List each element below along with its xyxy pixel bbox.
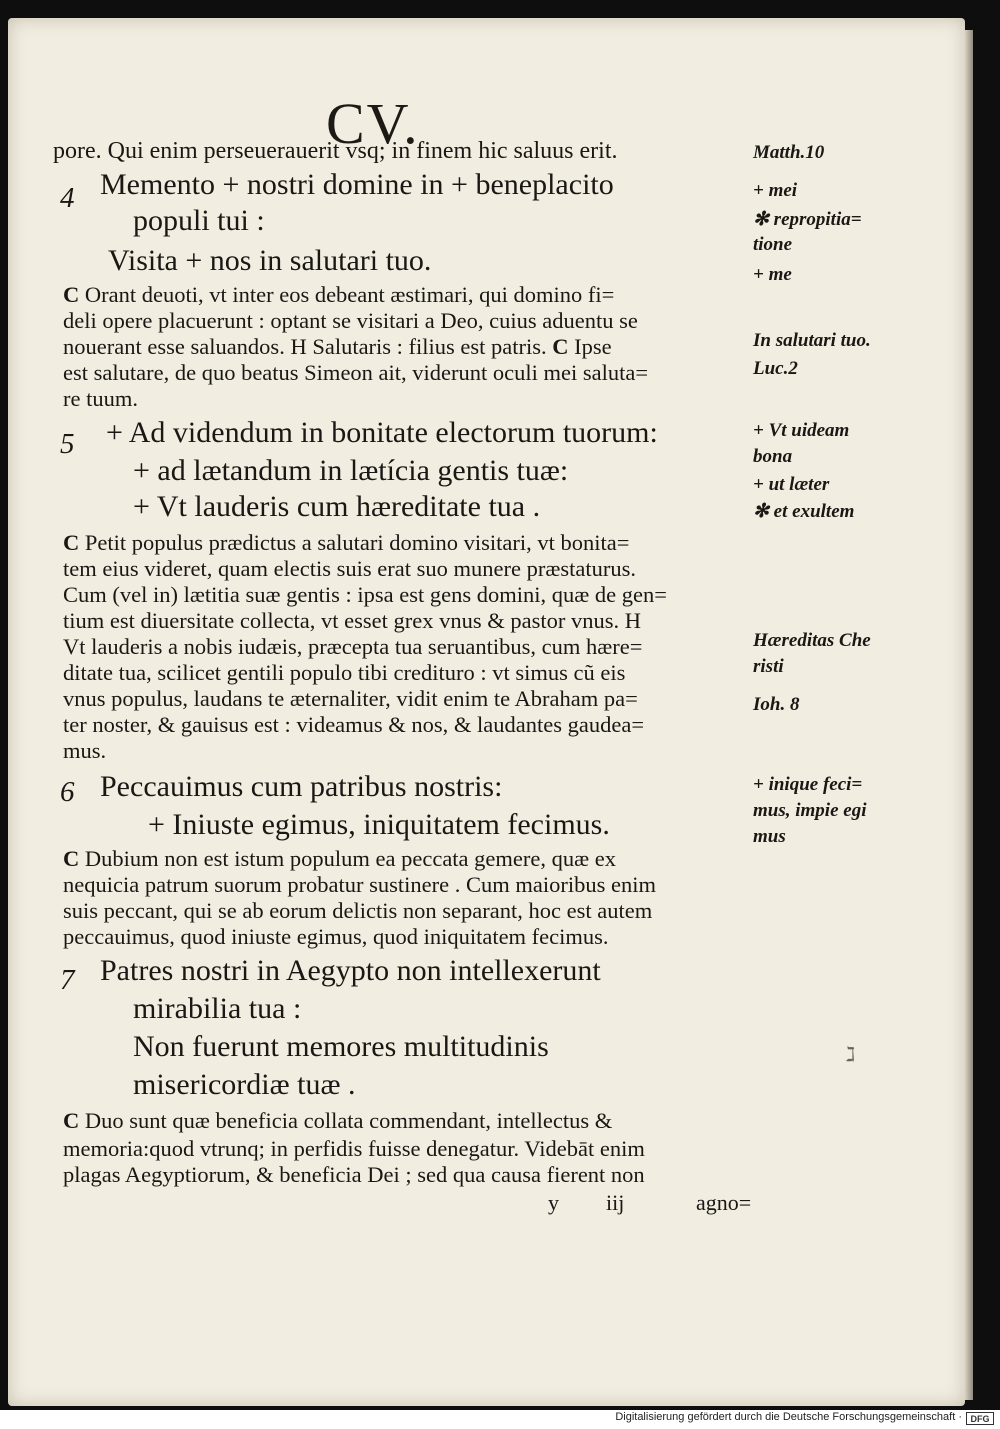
margin-note: risti [753,656,784,677]
commentary-line: suis peccant, qui se ab eorum delictis non separant, hoc est autem [63,898,653,923]
commentary-line: ditate tua, scilicet gentili populo tibi credituro : vt simus cũ eis [63,660,626,685]
commentary-line: C Orant deuoti, vt inter eos debeant æstimari, qui domino fi= [63,282,615,307]
commentary-line: nouerant esse saluandos. H Salutaris : filius est patris. C Ipse [63,334,612,359]
commentary-line: ter noster, & gauisus est : videamus & nos, & laudantes gaudea= [63,712,645,737]
page-edge [965,30,973,1400]
commentary-line: mus. [63,738,107,763]
margin-note: + me [753,264,792,285]
verse-line: Peccauimus cum patribus nostris: [100,770,503,803]
verse-number: 5 [60,428,75,460]
commentary-line: vnus populus, laudans te æternaliter, vidit enim te Abraham pa= [63,686,638,711]
verse-line: + ad lætandum in lætícia gentis tuæ: [133,454,569,487]
margin-note: + inique feci= [753,774,863,795]
verse-line: Patres nostri in Aegypto non intellexerunt [100,954,601,987]
margin-note: bona [753,446,793,467]
commentary-mark: C [552,334,569,359]
text-line: pore. Qui enim perseuerauerit vsq; in finem hic saluus erit. [53,138,618,164]
catchword: agno= [696,1190,752,1215]
verse-number: 4 [60,182,75,214]
commentary-mark: C [63,1108,80,1133]
verse-line: mirabilia tua : [133,992,302,1025]
commentary-line: est salutare, de quo beatus Simeon ait, viderunt oculi mei saluta= [63,360,649,385]
commentary-line: C Duo sunt quæ beneficia collata commendant, intellectus & [63,1108,613,1133]
verse-line: + Vt lauderis cum hæreditate tua . [133,490,541,523]
book-page [8,18,965,1406]
margin-note: tione [753,234,793,255]
verse-line: + Iniuste egimus, iniquitatem fecimus. [148,808,610,841]
verse-line: + Ad videndum in bonitate electorum tuorum: [106,416,658,449]
signature-mark: y [548,1190,559,1215]
margin-note: Luc.2 [753,358,798,379]
margin-note: ✻ repropitia= [753,209,862,230]
margin-note: Matth.10 [753,142,825,163]
commentary-mark: C [63,282,80,307]
dfg-logo: DFG [966,1412,994,1425]
commentary-line: tium est diuersitate collecta, vt esset grex vnus & pastor vnus. H [63,608,642,633]
verse-line: Memento + nostri domine in + beneplacito [100,168,614,201]
verse-line: Visita + nos in salutari tuo. [108,244,432,277]
margin-note: mus [753,826,786,847]
verse-line: Non fuerunt memores multitudinis [133,1030,549,1063]
margin-note: + ut læter [753,474,830,495]
verse-line: populi tui : [133,204,265,237]
margin-note: Hæreditas Che [753,630,871,651]
folio-number: CV. [326,91,420,156]
margin-note: Ioh. 8 [753,694,800,715]
margin-note: mus, impie egi [753,800,867,821]
commentary-line: peccauimus, quod iniuste egimus, quod iniquitatem fecimus. [63,924,609,949]
margin-note: + mei [753,180,798,201]
commentary-mark: C [63,530,80,555]
commentary-line: memoria:quod vtrunq; in perfidis fuisse denegatur. Videbāt enim [63,1136,645,1161]
verse-number: 7 [60,964,75,996]
verse-number: 6 [60,776,75,808]
margin-note: In salutari tuo. [753,330,871,351]
commentary-line: deli opere placuerunt : optant se visitari a Deo, cuius aduentu se [63,308,638,333]
ink-mark: ℷ [846,1044,856,1066]
commentary-mark: C [63,846,80,871]
commentary-line: C Petit populus prædictus a salutari domino visitari, vt bonita= [63,530,630,555]
margin-note: + Vt uideam [753,420,850,441]
verse-line: misericordiæ tuæ . [133,1068,356,1101]
signature-number: iij [606,1190,625,1215]
page-text [8,18,965,1406]
funding-credit: Digitalisierung gefördert durch die Deutsche Forschungsgemeinschaft · [615,1411,962,1423]
commentary-line: plagas Aegyptiorum, & beneficia Dei ; sed qua causa fierent non [63,1162,645,1187]
margin-note: ✻ et exultem [753,501,855,522]
commentary-line: Cum (vel in) lætitia suæ gentis : ipsa est gens domini, quæ de gen= [63,582,667,607]
commentary-line: re tuum. [63,386,138,411]
commentary-line: tem eius videret, quam electis suis erat suo munere præstaturus. [63,556,636,581]
commentary-line: nequicia patrum suorum probatur sustinere . Cum maioribus enim [63,872,657,897]
commentary-line: Vt lauderis a nobis iudæis, præcepta tua seruantibus, cum hære= [63,634,643,659]
commentary-line: C Dubium non est istum populum ea peccata gemere, quæ ex [63,846,616,871]
